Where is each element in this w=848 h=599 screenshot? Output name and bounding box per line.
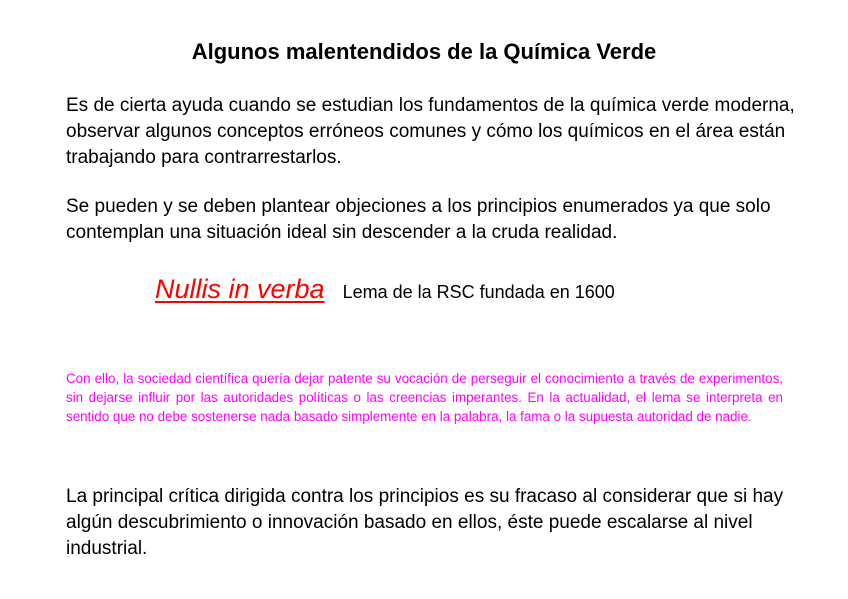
criticism-paragraph: La principal crítica dirigida contra los principios es su fracaso al considerar que si hay algún descubrimiento o innovación basado en ellos, éste puede escalarse al nivel industrial. (66, 486, 784, 559)
slide-title: Algunos malentendidos de la Química Verde (191, 39, 657, 64)
intro-paragraph: Es de cierta ayuda cuando se estudian los fundamentos de la química verde moderna, observar algunos conceptos erróneos comunes y cómo los químicos en el área están trabajando para contrarrestarlos. (66, 95, 795, 168)
motto-caption: Lema de la RSC fundada en 1600 (342, 282, 615, 302)
motto-row (155, 272, 795, 308)
objections-paragraph: Se pueden y se deben plantear objeciones a los principios enumerados ya que solo contemplan una situación ideal sin descender a la cruda realidad. (66, 196, 771, 243)
motto-explanation-note: Con ello, la sociedad científica quería dejar patente su vocación de perseguir el conocimiento a través de experimentos, sin dejarse influir por las autoridades políticas o las creencias imperantes. En la actualidad, el lema se interpreta en sentido que no debe sostenerse nada basado simplemente en la palabra, la fama o la supuesta autoridad de nadie. (66, 371, 783, 424)
motto-text: Nullis in verba (155, 274, 325, 304)
